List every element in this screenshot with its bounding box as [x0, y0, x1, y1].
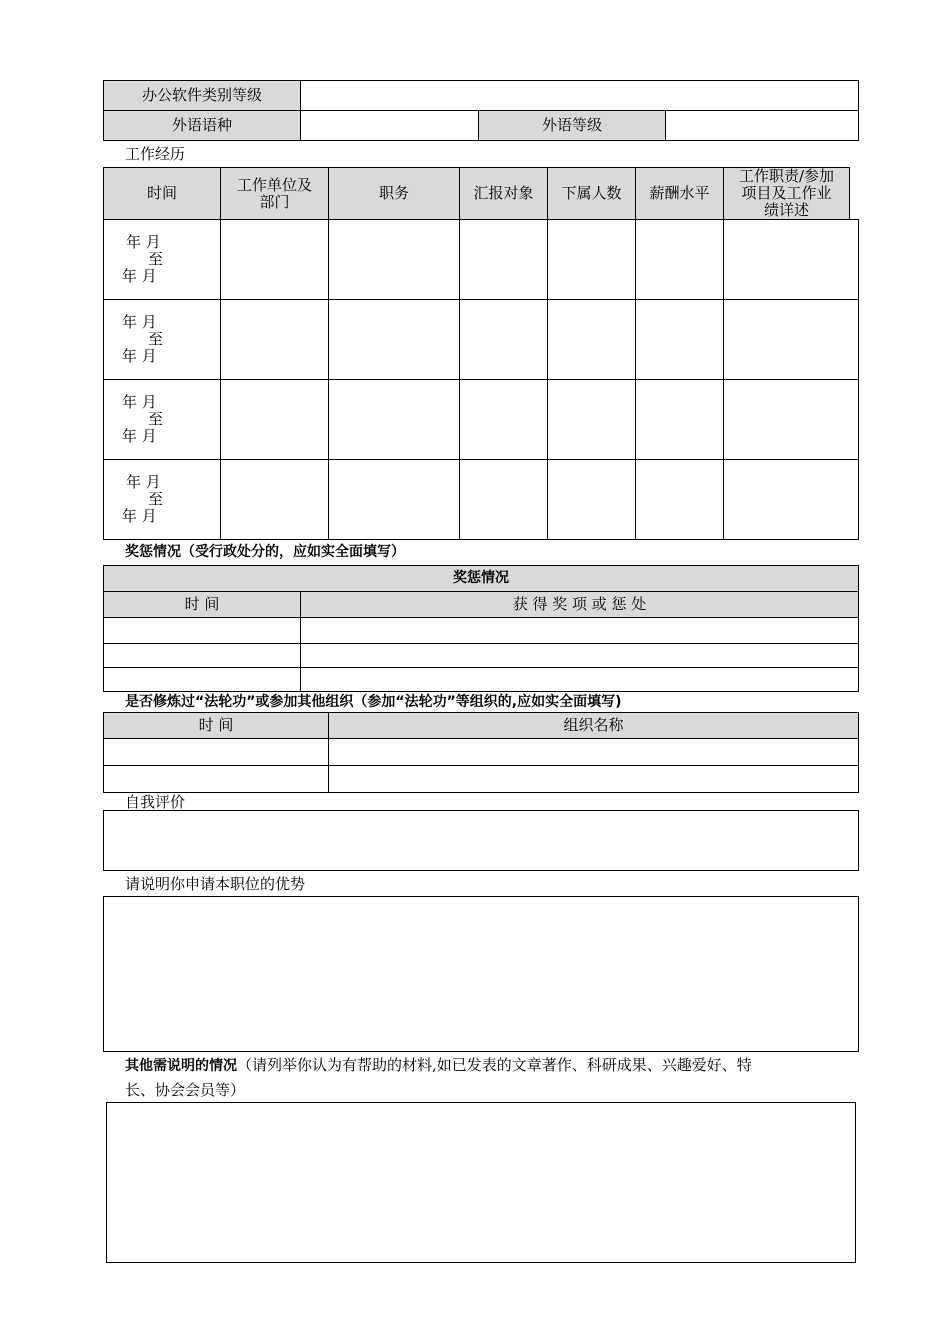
date-from: 年 月 — [122, 313, 157, 331]
flg-header-time — [103, 712, 329, 739]
date-to-word: 至 — [148, 330, 164, 348]
office-software-label-text: 办公软件类别等级 — [141, 86, 262, 105]
flg-section-title: 是否修炼过“法轮功”或参加其他组织（参加“法轮功”等组织的,应如实全面填写) — [125, 694, 622, 710]
awards-header-item — [300, 591, 859, 618]
awards-header-item-text: 获 得 奖 项 或 惩 处 — [512, 595, 647, 614]
work-header-time-text: 时间 — [146, 184, 177, 203]
foreign-language-field[interactable] — [300, 110, 479, 141]
work-header-duties-line1: 工作职责/参加 — [738, 167, 835, 185]
other-label-bold: 其他需说明的情况 — [125, 1058, 237, 1074]
work-row-date[interactable] — [103, 459, 221, 540]
advantages-label: 请说明你申请本职位的优势 — [125, 875, 306, 893]
work-row-subordinates[interactable] — [547, 299, 636, 380]
flg-row-org[interactable] — [328, 738, 859, 766]
office-software-label — [103, 80, 301, 111]
work-row-duties[interactable] — [723, 459, 859, 540]
work-row-duties[interactable] — [723, 219, 859, 300]
work-header-salary-text: 薪酬水平 — [649, 184, 710, 203]
date-to-word: 至 — [148, 490, 164, 508]
work-row-salary[interactable] — [635, 379, 724, 460]
date-from: 年 月 — [126, 473, 161, 491]
other-label-rest: （请列举你认为有帮助的材料,如已发表的文章著作、科研成果、兴趣爱好、特 — [237, 1056, 752, 1074]
work-row-duties[interactable] — [723, 379, 859, 460]
work-row-unit[interactable] — [220, 219, 329, 300]
foreign-level-field[interactable] — [665, 110, 859, 141]
work-row-report[interactable] — [459, 459, 548, 540]
flg-header-org — [328, 712, 859, 739]
awards-header-time — [103, 591, 301, 618]
awards-table-title-text: 奖惩情况 — [453, 569, 509, 586]
work-row-date[interactable] — [103, 299, 221, 380]
work-row-report[interactable] — [459, 299, 548, 380]
work-section-title: 工作经历 — [125, 145, 186, 163]
work-header-unit-line2: 部门 — [259, 192, 290, 211]
other-label-line2: 长、协会会员等） — [125, 1081, 246, 1099]
work-header-report-text: 汇报对象 — [473, 184, 534, 203]
awards-row-item[interactable] — [300, 617, 859, 644]
date-to: 年 月 — [122, 267, 157, 285]
work-row-position[interactable] — [328, 459, 460, 540]
work-header-unit-line1: 工作单位及 — [236, 176, 312, 194]
work-header-duties-line2: 项目及工作业 — [741, 184, 832, 202]
office-software-field[interactable] — [300, 80, 859, 111]
date-from: 年 月 — [126, 233, 161, 251]
work-header-unit — [220, 167, 329, 220]
self-eval-label: 自我评价 — [125, 793, 186, 811]
other-label — [125, 1056, 752, 1075]
flg-header-org-text: 组织名称 — [563, 716, 624, 735]
date-to-word: 至 — [148, 410, 164, 428]
work-row-position[interactable] — [328, 379, 460, 460]
work-header-position — [328, 167, 460, 220]
work-row-salary[interactable] — [635, 219, 724, 300]
work-header-position-text: 职务 — [378, 184, 409, 203]
work-row-position[interactable] — [328, 219, 460, 300]
foreign-language-label-text: 外语语种 — [171, 116, 232, 135]
date-to: 年 月 — [122, 427, 157, 445]
awards-row-item[interactable] — [300, 667, 859, 692]
work-header-time — [103, 167, 221, 220]
work-header-subordinates-text: 下属人数 — [561, 184, 622, 203]
date-from: 年 月 — [122, 393, 157, 411]
awards-table-title — [103, 565, 859, 592]
work-row-report[interactable] — [459, 379, 548, 460]
date-to: 年 月 — [122, 507, 157, 525]
advantages-box[interactable] — [103, 896, 859, 1052]
work-header-subordinates — [547, 167, 636, 220]
work-header-report — [459, 167, 548, 220]
date-to-word: 至 — [148, 250, 164, 268]
work-row-subordinates[interactable] — [547, 219, 636, 300]
work-row-duties[interactable] — [723, 299, 859, 380]
foreign-level-label-text: 外语等级 — [541, 116, 602, 135]
self-eval-box[interactable] — [103, 810, 859, 871]
work-row-date[interactable] — [103, 219, 221, 300]
awards-section-title: 奖惩情况（受行政处分的，应如实全面填写） — [125, 544, 405, 560]
work-row-salary[interactable] — [635, 299, 724, 380]
work-row-date[interactable] — [103, 379, 221, 460]
work-row-subordinates[interactable] — [547, 459, 636, 540]
flg-header-time-text: 时 间 — [198, 716, 234, 735]
work-header-salary — [635, 167, 724, 220]
awards-row-time[interactable] — [103, 617, 301, 644]
work-row-unit[interactable] — [220, 459, 329, 540]
work-row-unit[interactable] — [220, 299, 329, 380]
awards-row-item[interactable] — [300, 643, 859, 668]
flg-row-org[interactable] — [328, 765, 859, 793]
date-to: 年 月 — [122, 347, 157, 365]
foreign-level-label — [478, 110, 666, 141]
work-row-subordinates[interactable] — [547, 379, 636, 460]
work-row-salary[interactable] — [635, 459, 724, 540]
awards-row-time[interactable] — [103, 667, 301, 692]
work-row-position[interactable] — [328, 299, 460, 380]
work-header-duties — [723, 167, 850, 220]
other-box[interactable] — [106, 1102, 856, 1263]
work-row-report[interactable] — [459, 219, 548, 300]
work-row-unit[interactable] — [220, 379, 329, 460]
work-header-duties-line3: 绩详述 — [763, 201, 809, 219]
awards-row-time[interactable] — [103, 643, 301, 668]
flg-row-time[interactable] — [103, 738, 329, 766]
awards-header-time-text: 时 间 — [184, 595, 220, 614]
flg-row-time[interactable] — [103, 765, 329, 793]
foreign-language-label — [103, 110, 301, 141]
